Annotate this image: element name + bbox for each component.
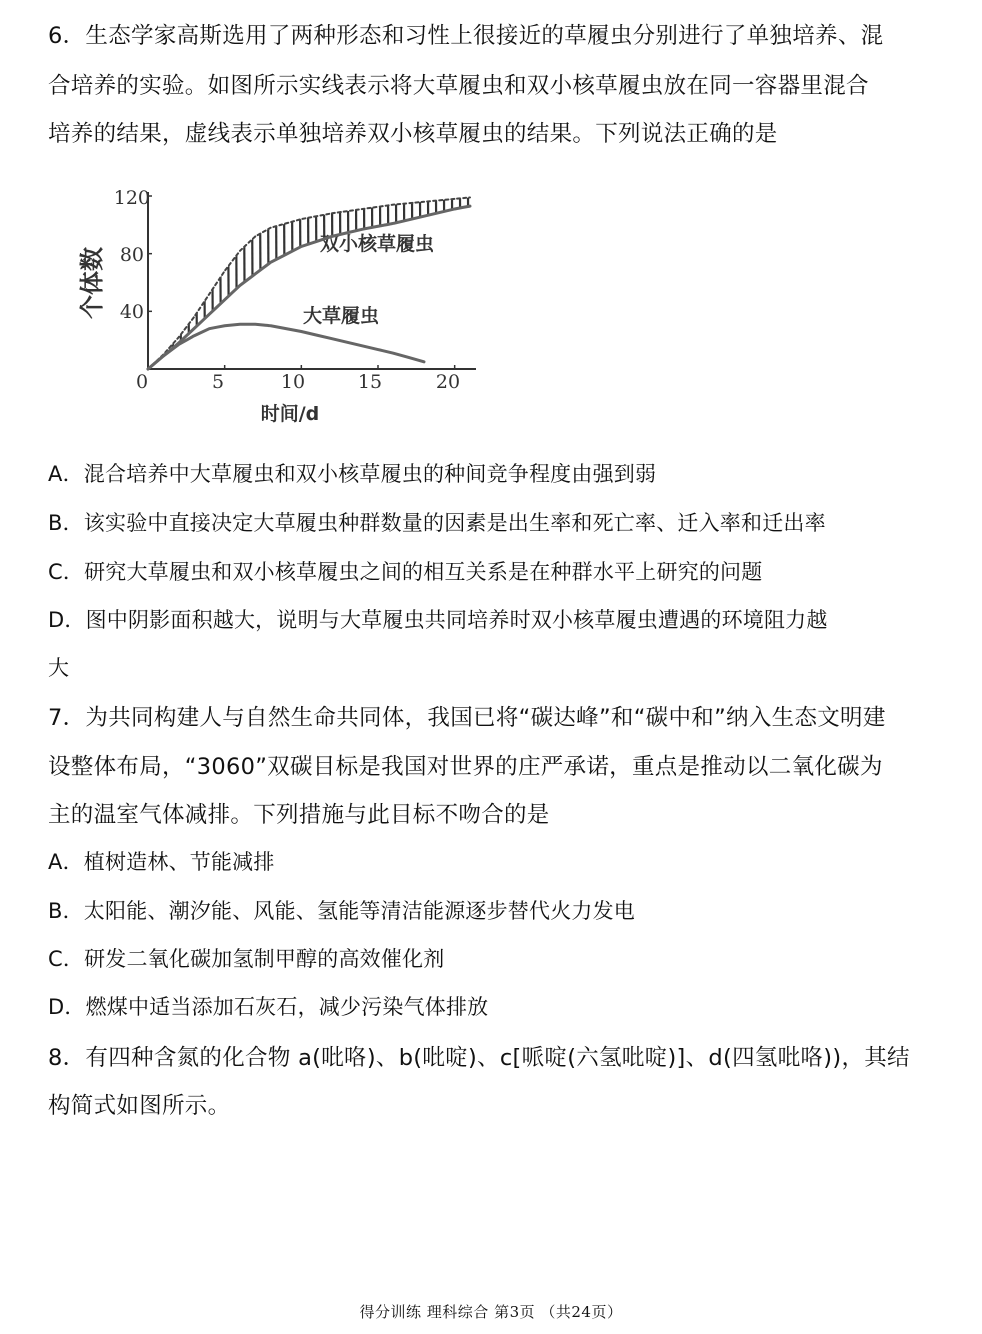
hatch-line (300, 196, 301, 369)
hatch-line (188, 196, 189, 369)
hatch-line (380, 196, 381, 369)
y-axis-label: 个体数 (78, 247, 106, 319)
hatch-line (364, 196, 365, 369)
x-tick-label: 5 (211, 371, 225, 393)
series-label-paramecium-caudatum: 大草履虫 (303, 305, 380, 327)
series-label-paramecium-aurelia: 双小核草履虫 (320, 233, 435, 255)
hatch-line (260, 196, 261, 369)
page-footer: 得分训练 理科综合 第3页 （共24页） (359, 1303, 623, 1321)
q7-option-d: D．燃煤中适当添加石灰石，减少污染气体排放 (48, 995, 489, 1019)
hatch-line (268, 196, 269, 369)
hatch-line (212, 196, 213, 369)
y-tick-label: 40 (119, 301, 144, 323)
q7-option-b: B．太阳能、潮汐能、风能、氢能等清洁能源逐步替代火力发电 (48, 899, 636, 923)
hatch-line (196, 196, 197, 369)
hatch-line (412, 196, 413, 369)
hatch-line (316, 196, 317, 369)
hatch-line (444, 196, 445, 369)
hatch-line (428, 196, 429, 369)
q6-option-d-cont: 大 (48, 656, 70, 680)
hatch-line (228, 196, 229, 369)
hatch-line (372, 196, 373, 369)
x-tick-label: 15 (357, 371, 383, 393)
q6-option-b: B．该实验中直接决定大草履虫种群数量的因素是出生率和死亡率、迁入率和迁出率 (48, 511, 826, 535)
hatch-line (436, 196, 437, 369)
hatch-line (156, 196, 157, 369)
hatch-line (204, 196, 205, 369)
q7-stem-line: 设整体布局，“3060”双碳目标是我国对世界的庄严承诺，重点是推动以二氧化碳为 (48, 754, 883, 780)
q6-stem-line: 6．生态学家高斯选用了两种形态和习性上很接近的草履虫分别进行了单独培养、混 (48, 23, 884, 49)
population-chart (70, 178, 490, 433)
hatch-line (164, 196, 165, 369)
q6-option-c: C．研究大草履虫和双小核草履虫之间的相互关系是在种群水平上研究的问题 (48, 560, 763, 584)
q7-option-c: C．研发二氧化碳加氢制甲醇的高效催化剂 (48, 947, 445, 971)
hatch-line (284, 196, 285, 369)
y-tick-label: 120 (113, 187, 150, 209)
y-tick-label: 80 (119, 244, 144, 266)
q7-option-a: A．植树造林、节能减排 (48, 850, 275, 874)
hatch-line (388, 196, 389, 369)
hatch-line (340, 196, 341, 369)
x-tick-label: 0 (135, 371, 149, 393)
q8-stem-line: 8．有四种含氮的化合物 a(吡咯)、b(吡啶)、c[哌啶(六氢吡啶)]、d(四氢吡咯))，其结 (48, 1045, 910, 1071)
hatch-line (420, 196, 421, 369)
hatch-line (220, 196, 221, 369)
x-axis-label: 时间/d (260, 403, 320, 425)
x-tick-label: 10 (280, 371, 306, 393)
hatch-line (452, 196, 453, 369)
hatch-line (276, 196, 277, 369)
hatch-line (236, 196, 237, 369)
q6-option-a: A．混合培养中大草履虫和双小核草履虫的种间竞争程度由强到弱 (48, 462, 657, 486)
hatch-line (332, 196, 333, 369)
hatch-line (468, 196, 469, 369)
q7-stem-line: 7．为共同构建人与自然生命共同体，我国已将“碳达峰”和“碳中和”纳入生态文明建 (48, 705, 886, 731)
hatch-line (308, 196, 309, 369)
q8-stem-line: 构简式如图所示。 (48, 1093, 231, 1119)
q6-option-d: D．图中阴影面积越大，说明与大草履虫共同培养时双小核草履虫遭遇的环境阻力越 (48, 608, 828, 632)
hatch-line (252, 196, 253, 369)
q7-stem-line: 主的温室气体减排。下列措施与此目标不吻合的是 (48, 802, 550, 828)
q6-stem-line: 合培养的实验。如图所示实线表示将大草履虫和双小核草履虫放在同一容器里混合 (48, 73, 869, 99)
q6-stem-line: 培养的结果，虚线表示单独培养双小核草履虫的结果。下列说法正确的是 (48, 121, 778, 147)
shaded-area (156, 196, 469, 369)
hatch-line (460, 196, 461, 369)
x-tick-label: 20 (435, 371, 461, 393)
hatch-line (324, 196, 325, 369)
